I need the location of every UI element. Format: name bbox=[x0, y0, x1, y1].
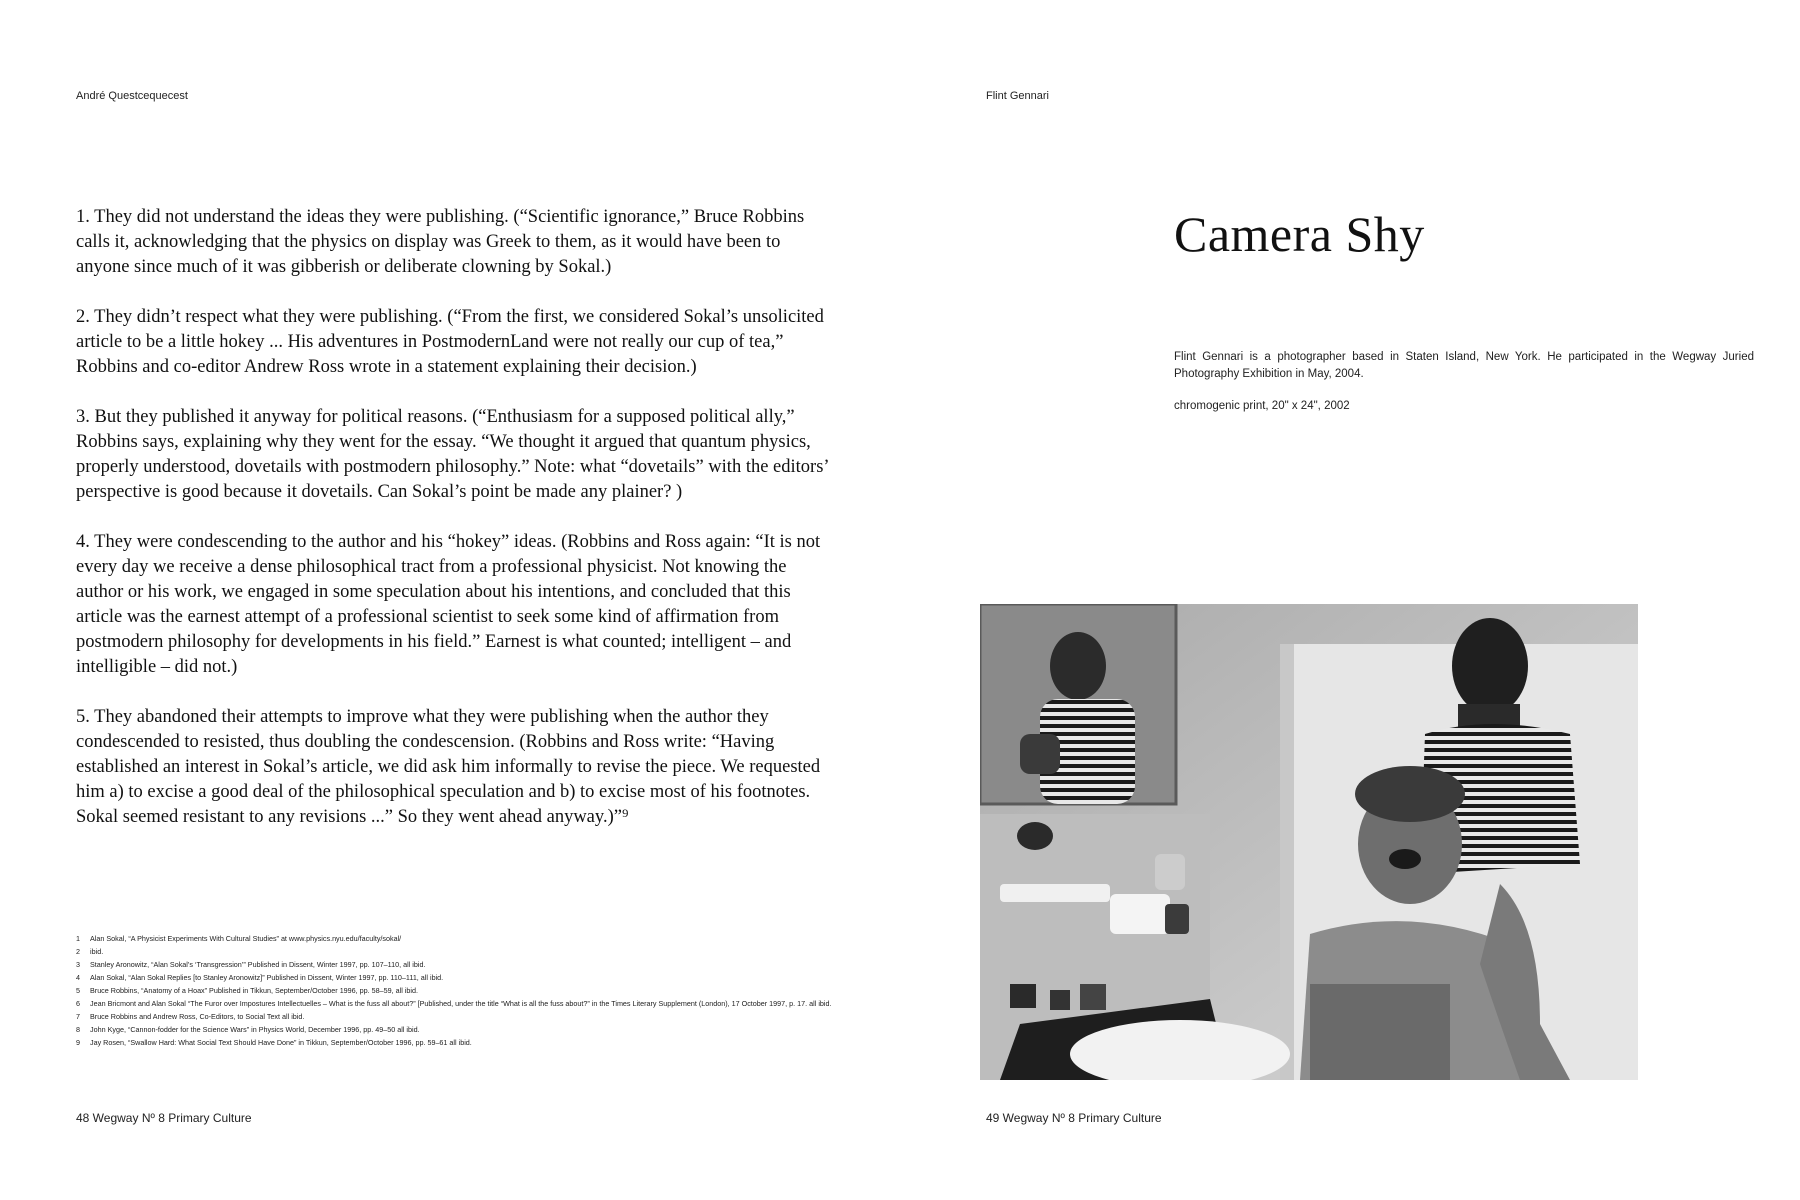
page-folio-left: 48 Wegway Nº 8 Primary Culture bbox=[76, 1111, 252, 1125]
running-head-artist: Flint Gennari bbox=[986, 90, 1049, 102]
footnote-number: 8 bbox=[76, 1025, 80, 1034]
footnote bbox=[76, 945, 846, 958]
footnote-text: Bruce Robbins, “Anatomy of a Hoax” Published in Tikkun, September/October 1996, pp. 58–59, all ibid. bbox=[90, 986, 419, 995]
footnote-number: 3 bbox=[76, 960, 80, 969]
footnotes-list bbox=[76, 932, 846, 1049]
photograph bbox=[980, 604, 1638, 1080]
article-body bbox=[76, 205, 836, 855]
paragraph-5: 5. They abandoned their attempts to improve what they were publishing when the author they condescended to resisted, thus doubling the condescension. (Robbins and Ross write: “Having established an interest in Sokal’s article, we did ask him informally to revise the piece. We requested him a) to excise a good deal of the philosophical speculation and b) to excise most of his footnotes. Sokal seemed resistant to any revisions ...” So they went ahead anyway.)”⁹ bbox=[76, 707, 821, 827]
page-folio-right: 49 Wegway Nº 8 Primary Culture bbox=[986, 1111, 1162, 1125]
paragraph-2: 2. They didn’t respect what they were publishing. (“From the first, we considered Sokal’s unsolicited article to be a little hokey ... His adventures in PostmodernLand were not really our cup of tea,” Robbins and co-editor Andrew Ross wrote in a statement explaining their decision.) bbox=[76, 307, 824, 377]
footnote-number: 1 bbox=[76, 934, 80, 943]
footnote-number: 7 bbox=[76, 1012, 80, 1021]
footnote-text: ibid. bbox=[90, 947, 104, 956]
footnote-text: Jean Bricmont and Alan Sokal “The Furor over Impostures Intellectuelles – What is the fuss all about?” [Published, under the title “What is all the fuss about?” in the Times Literary Supplement (London), 17 October 1997, p. 17. all ibid. bbox=[90, 999, 832, 1008]
footnote bbox=[76, 984, 846, 997]
footnote-text: Jay Rosen, “Swallow Hard: What Social Text Should Have Done” in Tikkun, September/October 1996, pp. 59–61 all ibid. bbox=[90, 1038, 472, 1047]
artwork-caption: chromogenic print, 20" x 24", 2002 bbox=[1174, 400, 1350, 412]
footnote-text: John Kyge, “Cannon-fodder for the Science Wars” in Physics World, December 1996, pp. 49–50 all ibid. bbox=[90, 1025, 420, 1034]
artist-bio: Flint Gennari is a photographer based in Staten Island, New York. He participated in the Wegway Juried Photography Exhibition in May, 2004. bbox=[1174, 351, 1754, 380]
photograph-illustration bbox=[980, 604, 1638, 1080]
footnote-text: Alan Sokal, “Alan Sokal Replies [to Stanley Aronowitz]” Published in Dissent, Winter 1997, pp. 110–111, all ibid. bbox=[90, 973, 444, 982]
paragraph-1: 1. They did not understand the ideas they were publishing. (“Scientific ignorance,” Bruce Robbins calls it, acknowledging that the physics on display was Greek to them, as it would have been to anyone since much of it was gibberish or deliberate clowning by Sokal.) bbox=[76, 207, 805, 277]
right-page bbox=[900, 0, 1800, 1200]
footnote bbox=[76, 1023, 846, 1036]
footnote bbox=[76, 932, 846, 945]
footnote-number: 4 bbox=[76, 973, 80, 982]
paragraph-4: 4. They were condescending to the author and his “hokey” ideas. (Robbins and Ross again: “It is not every day we receive a dense philosophical tract from a professional physicist. Not knowing the author or his work, we engaged in some speculation about his intentions, and concluded that this article was the earnest attempt of a professional scientist to seek some kind of affirmation from postmodern philosophy for developments in his field.” Earnest is what counted; intelligent – and intelligible – did not.) bbox=[76, 532, 821, 677]
paragraph-3: 3. But they published it anyway for political reasons. (“Enthusiasm for a supposed political ally,” Robbins says, explaining why they went for the essay. “We thought it argued that quantum physics, properly understood, dovetails with postmodern philosophy.” Note: what “dovetails” with the editors’ perspective is good because it dovetails. Can Sokal’s point be made any plainer? ) bbox=[76, 407, 829, 502]
footnote-text: Alan Sokal, “A Physicist Experiments With Cultural Studies” at www.physics.nyu.edu/faculty/sokal/ bbox=[90, 934, 402, 943]
footnote-text: Stanley Aronowitz, “Alan Sokal’s ‘Transgression’” Published in Dissent, Winter 1997, pp. 107–110, all ibid. bbox=[90, 960, 426, 969]
footnote-number: 9 bbox=[76, 1038, 80, 1047]
footnote-number: 2 bbox=[76, 947, 80, 956]
footnote bbox=[76, 1010, 846, 1023]
running-head-author: André Questcequecest bbox=[76, 90, 188, 102]
footnote bbox=[76, 958, 846, 971]
footnote-text: Bruce Robbins and Andrew Ross, Co-Editors, to Social Text all ibid. bbox=[90, 1012, 305, 1021]
page-title: Camera Shy bbox=[1174, 206, 1425, 262]
footnote bbox=[76, 1036, 846, 1049]
footnote-number: 6 bbox=[76, 999, 80, 1008]
footnote-number: 5 bbox=[76, 986, 80, 995]
footnote bbox=[76, 997, 846, 1010]
footnote bbox=[76, 971, 846, 984]
